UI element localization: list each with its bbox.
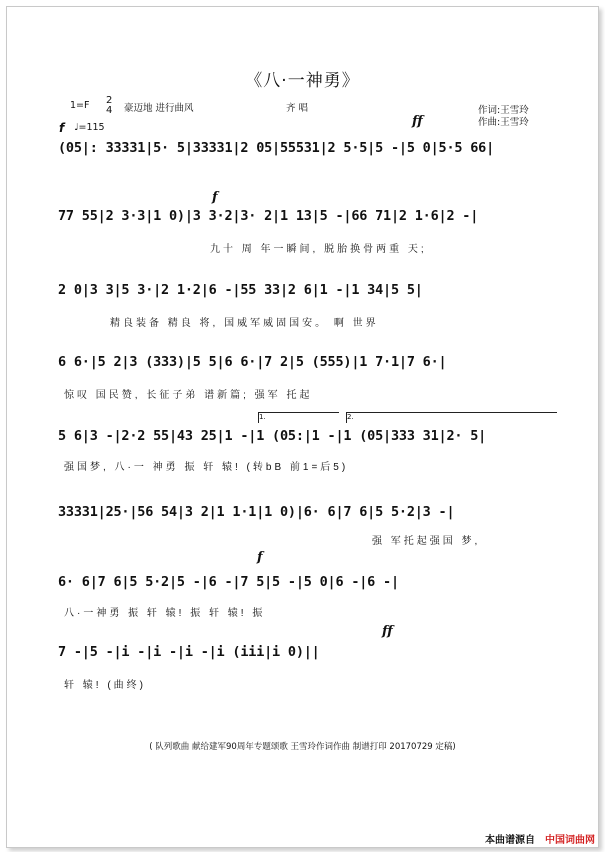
volta-2: 2. bbox=[346, 412, 557, 423]
style-note: 豪迈地 进行曲风 bbox=[124, 103, 194, 114]
f-mark: f bbox=[212, 190, 218, 205]
f-mark: f bbox=[257, 550, 263, 565]
composer: 作曲:王雪玲 bbox=[478, 117, 529, 128]
notation-line: 33331|25·|56 54|3 2|1 1·1|1 0)|6· 6|7 6|5 5·2|3 -| bbox=[58, 504, 455, 520]
lyric-line: 九十 周 年一瞬间, 脱胎换骨两重 天; bbox=[210, 244, 427, 255]
lyric-line: 惊叹 国民赞, 长征子弟 谱新篇; 强军 托起 bbox=[64, 390, 313, 401]
footer-note: ( 队列歌曲 献给建军90周年专题颂歌 王雪玲作词作曲 制谱打印 20170729 定稿) bbox=[149, 742, 456, 752]
lyric-line: 八·一神勇 振 轩 辕! 振 轩 辕! 振 bbox=[64, 608, 266, 619]
ff-mark: ff bbox=[412, 114, 423, 129]
dynamic-mark: f bbox=[59, 121, 65, 135]
performance-note: 齐 唱 bbox=[286, 103, 309, 114]
source-credit: 本曲谱源自 中国词曲网 bbox=[485, 835, 595, 846]
notation-line: 2 0|3 3|5 3·|2 1·2|6 -|55 33|2 6|1 -|1 34|5 5| bbox=[58, 282, 423, 298]
notation-line: 7 -|5 -|i -|i -|i -|i (iii|i 0)|| bbox=[58, 644, 320, 660]
song-title: 《八·一神勇》 bbox=[245, 71, 360, 91]
notation-line: 6 6·|5 2|3 (333)|5 5|6 6·|7 2|5 (555)|1 7·1|7 6·| bbox=[58, 354, 447, 370]
notation-line: 5 6|3 -|2·2 55|43 25|1 -|1 (05:|1 -|1 (05|333 31|2· 5| bbox=[58, 428, 487, 444]
tempo-mark: ♩=115 bbox=[74, 122, 105, 133]
ff-mark: ff bbox=[382, 624, 393, 639]
lyric-line: 强 军托起强国 梦, bbox=[372, 536, 481, 547]
lyric-line: 精良装备 精良 将, 国威军威固国安。 啊 世界 bbox=[110, 318, 379, 329]
notation-line: 77 55|2 3·3|1 0)|3 3·2|3· 2|1 13|5 -|66 71|2 1·6|2 -| bbox=[58, 208, 479, 224]
time-signature: 2 4 bbox=[106, 95, 113, 116]
lyric-line: 轩 辕! (曲终) bbox=[64, 680, 146, 691]
notation-line: (05|: 33331|5· 5|33331|2 05|55531|2 5·5|5 -|5 0|5·5 66| bbox=[58, 140, 495, 156]
lyricist: 作词:王雪玲 bbox=[478, 105, 529, 116]
key-signature: 1=F bbox=[70, 100, 90, 111]
notation-line: 6· 6|7 6|5 5·2|5 -|6 -|7 5|5 -|5 0|6 -|6 -| bbox=[58, 574, 399, 590]
volta-1: 1. bbox=[258, 412, 339, 423]
lyric-line: 强国梦, 八·一 神勇 振 轩 辕! (转bB 前1=后5) bbox=[64, 462, 349, 473]
